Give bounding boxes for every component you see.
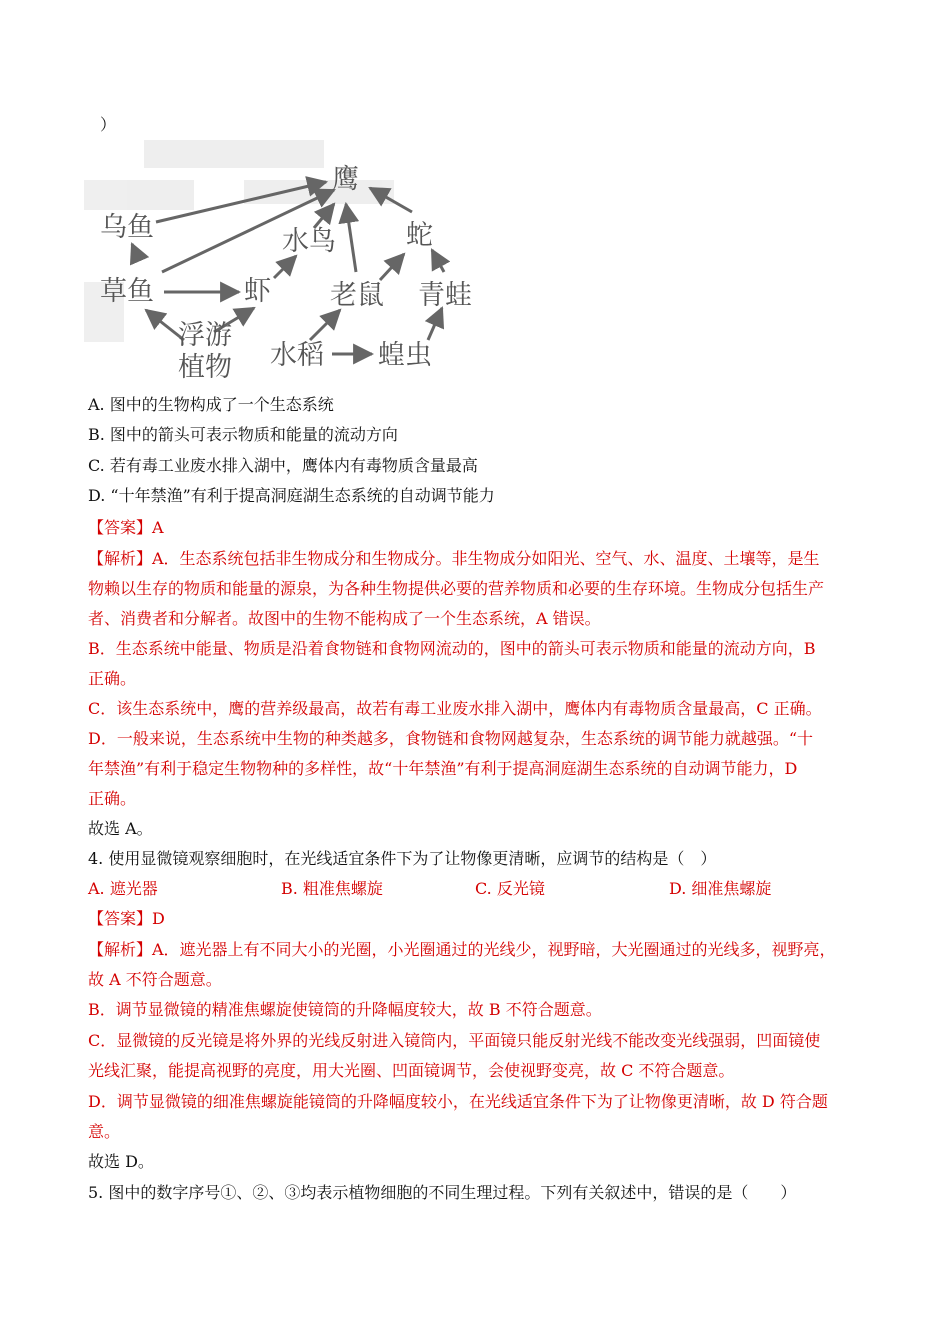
q3-option-c: C. 若有毒工业废水排入湖中，鹰体内有毒物质含量最高 <box>88 456 478 475</box>
q4-analysis-line: 【解析】A．遮光器上有不同大小的光圈，小光圈通过的光线少，视野暗，大光圈通过的光线多，视野亮， <box>88 940 836 959</box>
food-web-diagram <box>84 132 484 384</box>
q3-analysis-line: D．一般来说，生态系统中生物的种类越多，食物链和食物网越复杂，生态系统的调节能力就越强。“十 <box>88 729 814 748</box>
q5-question: 5. 图中的数字序号①、②、③均表示植物细胞的不同生理过程。下列有关叙述中，错误的是（ ） <box>88 1183 797 1202</box>
q4-analysis-line: 光线汇聚，能提高视野的亮度，用大光圈、凹面镜调节，会使视野变亮，故 C 不符合题意。 <box>88 1061 735 1080</box>
q4-option-a: A. 遮光器 <box>88 879 158 898</box>
node-frog: 青蛙 <box>418 280 472 311</box>
q3-analysis-line: 正确。 <box>88 789 137 808</box>
q4-question: 4. 使用显微镜观察细胞时，在光线适宜条件下为了让物像更清晰，应调节的结构是（ ） <box>88 849 717 868</box>
q4-analysis-line: D．调节显微镜的细准焦螺旋能镜筒的升降幅度较小，在光线适宜条件下为了让物像更清晰，故 D 符合题 <box>88 1092 828 1111</box>
node-rice: 水稻 <box>270 340 324 371</box>
node-locust: 蝗虫 <box>378 340 432 371</box>
q3-analysis-line: 正确。 <box>88 669 137 688</box>
q3-analysis-line: C．该生态系统中，鹰的营养级最高，故若有毒工业废水排入湖中，鹰体内有毒物质含量最高，C 正确。 <box>88 699 822 718</box>
q4-analysis-line: 故 A 不符合题意。 <box>88 970 222 989</box>
q4-analysis-line: 意。 <box>88 1122 121 1141</box>
node-shrimp: 虾 <box>244 276 271 307</box>
arrow-rat-eagle <box>346 204 356 272</box>
q3-analysis-line: 【解析】A．生态系统包括非生物成分和生物成分。非生物成分如阳光、空气、水、温度、土壤等，是生 <box>88 549 820 568</box>
node-plankton-line2: 植物 <box>178 352 232 383</box>
q4-conclusion: 故选 D。 <box>88 1152 154 1171</box>
q3-option-a: A. 图中的生物构成了一个生态系统 <box>88 395 334 414</box>
node-grasscarp: 草鱼 <box>100 276 154 307</box>
q4-option-b: B. 粗准焦螺旋 <box>281 879 383 898</box>
arrow-locust-frog <box>428 308 442 340</box>
arrow-grasscarp-blackfish <box>132 244 139 260</box>
q4-option-d: D. 细准焦螺旋 <box>669 879 772 898</box>
node-snake: 蛇 <box>406 220 433 251</box>
node-blackfish: 乌鱼 <box>100 212 154 243</box>
node-plankton-line1: 浮游 <box>178 320 232 351</box>
node-waterbird: 水鸟 <box>282 226 336 257</box>
arrow-rice-rat <box>310 310 340 340</box>
q3-option-b: B. 图中的箭头可表示物质和能量的流动方向 <box>88 425 398 444</box>
q4-analysis-line: C．显微镜的反光镜是将外界的光线反射进入镜筒内，平面镜只能反射光线不能改变光线强弱，凹面镜使 <box>88 1031 821 1050</box>
arrow-waterbird-eagle <box>314 204 334 228</box>
node-rat: 老鼠 <box>330 280 384 311</box>
q4-answer: 【答案】D <box>88 909 165 928</box>
q3-analysis-line: 年禁渔”有利于稳定生物物种的多样性，故“十年禁渔”有利于提高洞庭湖生态系统的自动调节能力，D <box>88 759 798 778</box>
arrow-shrimp-waterbird <box>274 256 296 278</box>
arrow-rat-snake <box>380 254 404 280</box>
node-eagle: 鹰 <box>332 164 359 195</box>
arrow-frog-snake <box>432 250 444 272</box>
q4-analysis-line: B．调节显微镜的精准焦螺旋使镜筒的升降幅度较大，故 B 不符合题意。 <box>88 1000 602 1019</box>
q3-analysis-line: B．生态系统中能量、物质是沿着食物链和食物网流动的，图中的箭头可表示物质和能量的流动方向，B <box>88 639 816 658</box>
q3-option-d: D. “十年禁渔”有利于提高洞庭湖生态系统的自动调节能力 <box>88 486 495 505</box>
question-tail-fragment: ） <box>100 115 117 134</box>
q4-option-c: C. 反光镜 <box>475 879 545 898</box>
q3-analysis-line: 物赖以生存的物质和能量的源泉，为各种生物提供必要的营养物质和必要的生存环境。生物成分包括生产 <box>88 579 825 598</box>
q3-conclusion: 故选 A。 <box>88 819 153 838</box>
q3-analysis-line: 者、消费者和分解者。故图中的生物不能构成了一个生态系统，A 错误。 <box>88 609 601 628</box>
q3-answer: 【答案】A <box>88 518 164 537</box>
